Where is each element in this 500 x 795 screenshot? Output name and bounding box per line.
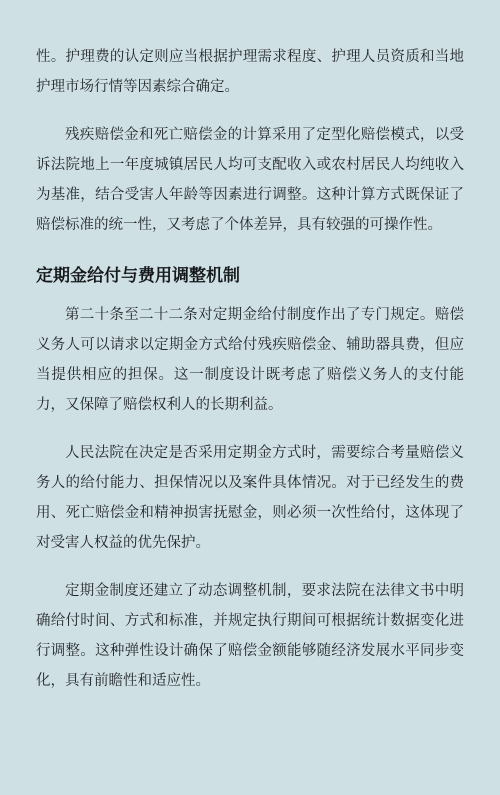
section-heading: 定期金给付与费用调整机制 xyxy=(36,266,240,286)
paragraph-continued: 性。护理费的认定则应当根据护理需求程度、护理人员资质和当地护理市场行情等因素综合确定。 xyxy=(36,49,464,95)
paragraph-adjustment: 定期金制度还建立了动态调整机制，要求法院在法律文书中明确给付时间、方式和标准，并规定执行期间可根据统计数据变化进行调整。这种弹性设计确保了赔偿金额能够随经济发展水平同步变化，具有前瞻性和适应性。 xyxy=(36,583,464,689)
paragraph-compensation: 残疾赔偿金和死亡赔偿金的计算采用了定型化赔偿模式，以受诉法院地上一年度城镇居民人均可支配收入或农村居民人均纯收入为基准，结合受害人年龄等因素进行调整。这种计算方式既保证了赔偿标准的统一性，又考虑了个体差异，具有较强的可操作性。 xyxy=(36,127,464,233)
paragraph-periodic-payment: 第二十条至二十二条对定期金给付制度作出了专门规定。赔偿义务人可以请求以定期金方式给付残疾赔偿金、辅助器具费，但应当提供相应的担保。这一制度设计既考虑了赔偿义务人的支付能力，又保障了赔偿权利人的长期利益。 xyxy=(36,307,464,413)
paragraph-court-decision: 人民法院在决定是否采用定期金方式时，需要综合考量赔偿义务人的给付能力、担保情况以及案件具体情况。对于已经发生的费用、死亡赔偿金和精神损害抚慰金，则必须一次性给付，这体现了对受害人权益的优先保护。 xyxy=(36,445,464,551)
